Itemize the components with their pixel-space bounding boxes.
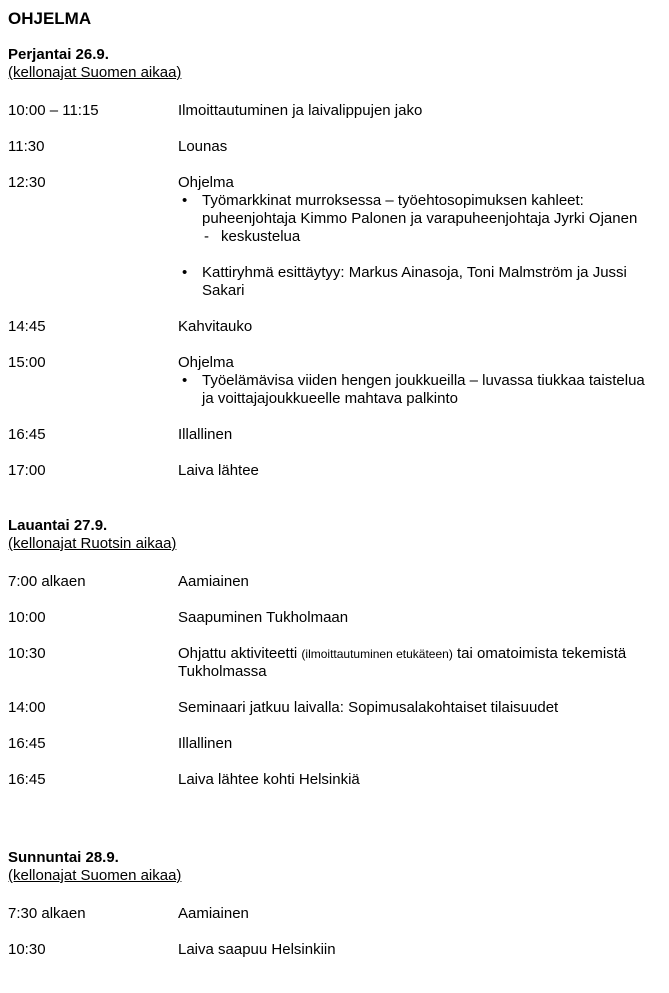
schedule-row	[8, 735, 661, 753]
sub-bullet-item	[202, 228, 651, 246]
bullet-text	[202, 192, 651, 246]
bullet-marker: •	[182, 372, 188, 389]
bullet-item	[178, 372, 651, 408]
row-description	[178, 102, 651, 120]
schedule-row	[8, 609, 661, 627]
row-text	[178, 102, 651, 120]
schedule-row	[8, 645, 661, 681]
row-description	[178, 318, 651, 336]
bullet-list	[178, 372, 651, 408]
row-description	[178, 771, 651, 789]
bullet-marker: •	[182, 264, 188, 281]
row-text-part: Laiva saapuu Helsinkiin	[178, 941, 336, 958]
day-subheading: (kellonajat Ruotsin aikaa)	[8, 535, 177, 552]
row-text	[178, 174, 651, 192]
row-description	[178, 609, 651, 627]
row-text	[178, 771, 651, 789]
row-text	[178, 426, 651, 444]
row-text-part: Laiva lähtee	[178, 462, 259, 479]
row-description	[178, 174, 651, 300]
row-text-part: Illallinen	[178, 426, 233, 443]
row-time: 16:45	[8, 426, 46, 443]
day-section	[8, 46, 661, 480]
day-section	[8, 849, 661, 959]
schedule-row	[8, 318, 661, 336]
row-text-part: Ohjelma	[178, 174, 234, 191]
schedule-row	[8, 905, 661, 923]
schedule-row	[8, 941, 661, 959]
row-text-part: Ohjelma	[178, 354, 234, 371]
row-time: 14:45	[8, 318, 46, 335]
bullet-text-line: Kattiryhmä esittäytyy: Markus Ainasoja, Toni Malmström ja Jussi Sakari	[202, 264, 627, 299]
row-text	[178, 138, 651, 156]
row-text	[178, 318, 651, 336]
row-text	[178, 354, 651, 372]
schedule-row	[8, 462, 661, 480]
row-text-part-small: (ilmoittautuminen etukäteen)	[301, 647, 453, 661]
row-text-part: Seminaari jatkuu laivalla: Sopimusalakohtaiset tilaisuudet	[178, 699, 559, 716]
schedule	[8, 46, 661, 959]
row-time: 11:30	[8, 138, 45, 155]
day-subheading: (kellonajat Suomen aikaa)	[8, 64, 182, 81]
row-description	[178, 573, 651, 591]
row-time: 16:45	[8, 735, 46, 752]
schedule-row	[8, 573, 661, 591]
schedule-row	[8, 102, 661, 120]
row-text-part: Illallinen	[178, 735, 233, 752]
row-text-part: Laiva lähtee kohti Helsinkiä	[178, 771, 360, 788]
row-text-part: Aamiainen	[178, 905, 249, 922]
row-text-part: Aamiainen	[178, 573, 249, 590]
row-description	[178, 735, 651, 753]
row-time: 10:30	[8, 645, 46, 662]
sub-bullet-text: keskustelua	[221, 228, 301, 245]
row-text	[178, 573, 651, 591]
row-text	[178, 699, 651, 717]
row-text	[178, 645, 651, 681]
page-title: OHJELMA	[8, 9, 92, 28]
row-time: 15:00	[8, 354, 46, 371]
row-text-part: Lounas	[178, 138, 228, 155]
row-description	[178, 941, 651, 959]
row-time: 17:00	[8, 462, 46, 479]
bullet-text	[202, 372, 651, 408]
row-text-part: Saapuminen Tukholmaan	[178, 609, 349, 626]
day-section	[8, 517, 661, 789]
row-text-part: Kahvitauko	[178, 318, 253, 335]
row-description	[178, 905, 651, 923]
row-time: 10:30	[8, 941, 46, 958]
bullet-text-line: Työmarkkinat murroksessa – työehtosopimuksen kahleet: puheenjohtaja Kimmo Palonen ja varapuheenjohtaja Jyrki Ojanen	[202, 192, 638, 227]
sub-bullet-marker: -	[204, 228, 209, 245]
row-description	[178, 354, 651, 408]
bullet-list	[178, 192, 651, 300]
bullet-text	[202, 264, 651, 300]
row-time: 7:00 alkaen	[8, 573, 86, 590]
row-text	[178, 941, 651, 959]
row-text	[178, 462, 651, 480]
schedule-row	[8, 138, 661, 156]
row-time: 16:45	[8, 771, 46, 788]
day-subheading: (kellonajat Suomen aikaa)	[8, 867, 182, 884]
row-text	[178, 905, 651, 923]
row-time: 12:30	[8, 174, 46, 191]
row-description	[178, 426, 651, 444]
row-text	[178, 609, 651, 627]
row-time: 14:00	[8, 699, 46, 716]
row-description	[178, 462, 651, 480]
schedule-row	[8, 354, 661, 408]
row-text-part: tai omatoimista tekemistä Tukholmassa	[178, 645, 627, 680]
row-description	[178, 699, 651, 717]
bullet-text-line: Työelämävisa viiden hengen joukkueilla – luvassa tiukkaa taistelua ja voittajajoukkueelle mahtava palkinto	[202, 372, 645, 407]
row-text-part: Ilmoittautuminen ja laivalippujen jako	[178, 102, 423, 119]
row-text-part: Ohjattu aktiviteetti	[178, 645, 302, 662]
day-heading: Lauantai 27.9.	[8, 517, 108, 534]
day-heading: Perjantai 26.9.	[8, 46, 109, 63]
schedule-row	[8, 771, 661, 789]
bullet-marker: •	[182, 192, 188, 209]
row-time: 10:00	[8, 609, 46, 626]
day-heading: Sunnuntai 28.9.	[8, 849, 119, 866]
schedule-row	[8, 699, 661, 717]
row-time: 7:30 alkaen	[8, 905, 86, 922]
schedule-row	[8, 426, 661, 444]
row-text	[178, 735, 651, 753]
schedule-row	[8, 174, 661, 300]
row-description	[178, 138, 651, 156]
row-description	[178, 645, 651, 681]
bullet-item	[178, 264, 651, 300]
row-time: 10:00 – 11:15	[8, 102, 99, 119]
bullet-item	[178, 192, 651, 246]
